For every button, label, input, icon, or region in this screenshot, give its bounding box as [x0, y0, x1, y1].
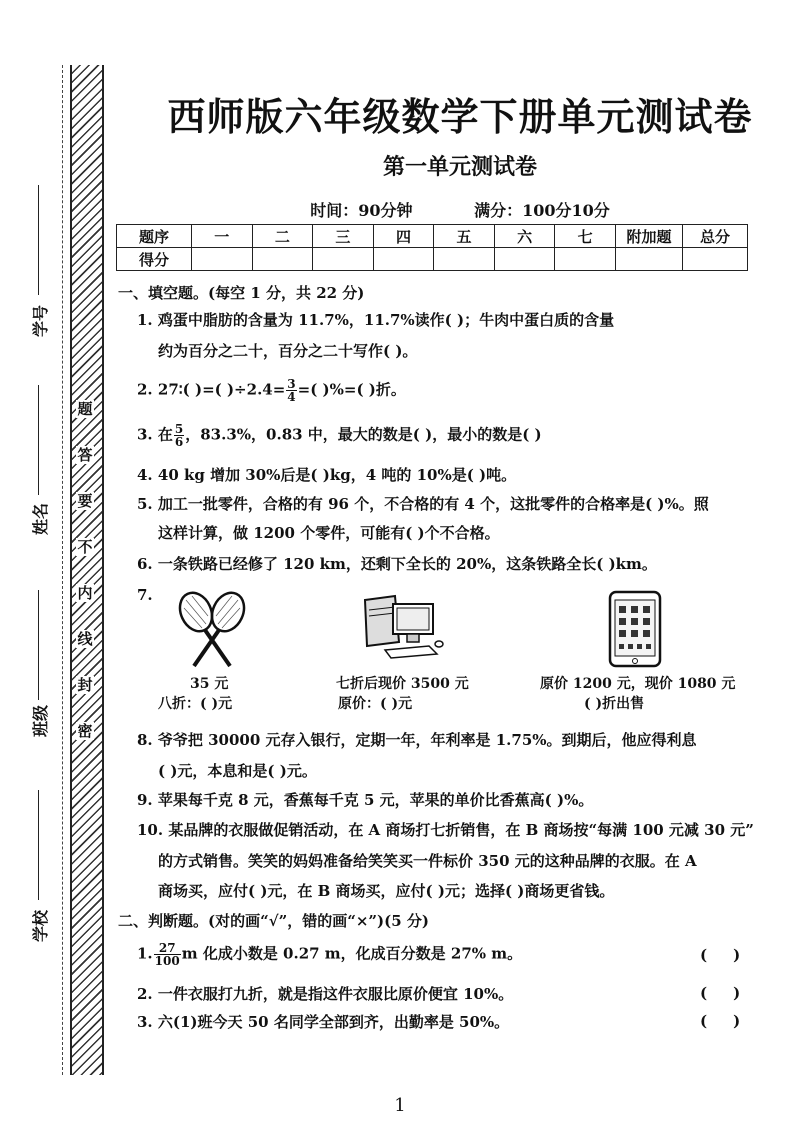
question-text [137, 378, 406, 403]
question-text: 的方式销售。笑笑的妈妈准备给笑笑买一件标价 350 元的这种品牌的衣服。在 A [158, 852, 697, 870]
table-cell: 附加题 [616, 225, 683, 248]
class-label: 班级 [31, 705, 50, 738]
section-heading: 一、填空题。(每空 1 分，共 22 分) [118, 284, 365, 302]
exam-info [120, 198, 800, 221]
badminton-rackets-icon [172, 590, 252, 670]
name-line [38, 385, 39, 495]
seal-char: 答 [77, 446, 93, 464]
student-id-label: 学号 [31, 305, 50, 338]
table-row [117, 225, 748, 248]
score-cell[interactable] [434, 248, 495, 271]
question-part: 3. 在 [137, 425, 173, 444]
seal-char: 不 [77, 538, 93, 556]
seal-hatch-band [70, 65, 104, 1075]
question-text [137, 423, 542, 448]
score-cell[interactable] [555, 248, 616, 271]
seal-char: 线 [77, 630, 93, 648]
fraction [286, 378, 296, 403]
score-table [116, 224, 748, 271]
fraction-numerator: 5 [174, 422, 184, 436]
fraction [174, 423, 184, 448]
cut-line [62, 65, 63, 1075]
fraction-numerator: 27 [154, 942, 181, 955]
table-cell: 五 [434, 225, 495, 248]
question-text: 约为百分之二十，百分之二十写作( )。 [158, 342, 418, 360]
table-row [117, 248, 748, 271]
item-price: 原价 1200 元，现价 1080 元 [540, 676, 736, 692]
seal-char: 内 [77, 584, 93, 602]
question-text: 10. 某品牌的衣服做促销活动，在 A 商场打七折销售，在 B 商场按“每满 100 元减 30 元” [137, 821, 754, 839]
question-text: ( )元，本息和是( )元。 [158, 762, 317, 780]
question-part: ，83.3%，0.83 中，最大的数是( )，最小的数是( ) [185, 425, 542, 444]
question-text: 这样计算，做 1200 个零件，可能有( )个不合格。 [158, 524, 500, 542]
binding-margin [0, 0, 120, 1130]
table-cell: 二 [252, 225, 313, 248]
question-text [137, 942, 522, 967]
question-text: 6. 一条铁路已经修了 120 km，还剩下全长的 20%，这条铁路全长( )km。 [137, 555, 657, 573]
question-text: 5. 加工一批零件，合格的有 96 个，不合格的有 4 个，这批零件的合格率是( )%。照 [137, 495, 709, 513]
class-line [38, 590, 39, 700]
question-part: 2. 27∶( )=( )÷2.4= [137, 380, 286, 399]
time-limit: 时间：90分钟 [310, 201, 413, 220]
table-cell: 六 [494, 225, 555, 248]
computer-icon [355, 592, 445, 662]
fraction-numerator: 3 [287, 377, 296, 391]
question-text: 2. 一件衣服打九折，就是指这件衣服比原价便宜 10%。 [137, 985, 514, 1003]
question-text: 4. 40 kg 增加 30%后是( )kg，4 吨的 10%是( )吨。 [137, 466, 517, 484]
question-text: 7. [137, 586, 153, 604]
table-cell: 三 [313, 225, 374, 248]
answer-box[interactable]: () [700, 1012, 767, 1030]
page-title: 西师版六年级数学下册单元测试卷 [167, 94, 753, 139]
fraction-denominator: 100 [154, 954, 180, 968]
full-score: 满分：100分10分 [474, 201, 610, 220]
score-cell[interactable] [313, 248, 374, 271]
item-price: 35 元 [190, 676, 229, 692]
seal-char: 封 [77, 676, 93, 694]
answer-box[interactable]: () [700, 984, 767, 1002]
student-id-line [38, 185, 39, 295]
score-cell[interactable] [192, 248, 253, 271]
fraction [154, 942, 181, 967]
item-price: 七折后现价 3500 元 [336, 676, 469, 692]
seal-char: 密 [77, 722, 93, 740]
table-cell: 得分 [117, 248, 192, 271]
question-text: 1. 鸡蛋中脂肪的含量为 11.7%，11.7%读作( )；牛肉中蛋白质的含量 [137, 311, 615, 329]
item-fill: 原价：( )元 [338, 696, 413, 712]
score-cell[interactable] [494, 248, 555, 271]
score-cell[interactable] [373, 248, 434, 271]
score-cell[interactable] [616, 248, 683, 271]
table-cell: 一 [192, 225, 253, 248]
question-part: =( )%=( )折。 [297, 380, 406, 399]
question-part: m 化成小数是 0.27 m，化成百分数是 27% m。 [181, 944, 523, 963]
fraction-denominator: 6 [174, 435, 184, 449]
fraction-denominator: 4 [287, 390, 296, 404]
seal-char: 题 [77, 400, 93, 418]
question-part: 1. [137, 944, 153, 963]
item-fill: ( )折出售 [584, 696, 645, 712]
question-text: 8. 爷爷把 30000 元存入银行，定期一年，年利率是 1.75%。到期后，他应得利息 [137, 731, 697, 749]
question-text: 3. 六(1)班今天 50 名同学全部到齐，出勤率是 50%。 [137, 1013, 510, 1031]
question-text: 商场买，应付( )元，在 B 商场买，应付( )元；选择( )商场更省钱。 [158, 882, 615, 900]
question-text: 9. 苹果每千克 8 元，香蕉每千克 5 元，苹果的单价比香蕉高( )%。 [137, 791, 594, 809]
seal-char: 要 [77, 492, 93, 510]
tablet-icon [608, 590, 662, 668]
table-cell: 四 [373, 225, 434, 248]
page-number: 1 [394, 1095, 406, 1116]
school-label: 学校 [31, 910, 50, 943]
page-subtitle: 第一单元测试卷 [382, 154, 537, 180]
table-cell: 总分 [683, 225, 748, 248]
item-fill: 八折：( )元 [158, 696, 233, 712]
score-cell[interactable] [683, 248, 748, 271]
score-cell[interactable] [252, 248, 313, 271]
name-label: 姓名 [31, 503, 50, 536]
section-heading: 二、判断题。(对的画“√”，错的画“×”)(5 分) [118, 912, 429, 930]
table-cell: 七 [555, 225, 616, 248]
table-cell: 题序 [117, 225, 192, 248]
answer-box[interactable]: () [700, 946, 767, 964]
school-line [38, 790, 39, 900]
